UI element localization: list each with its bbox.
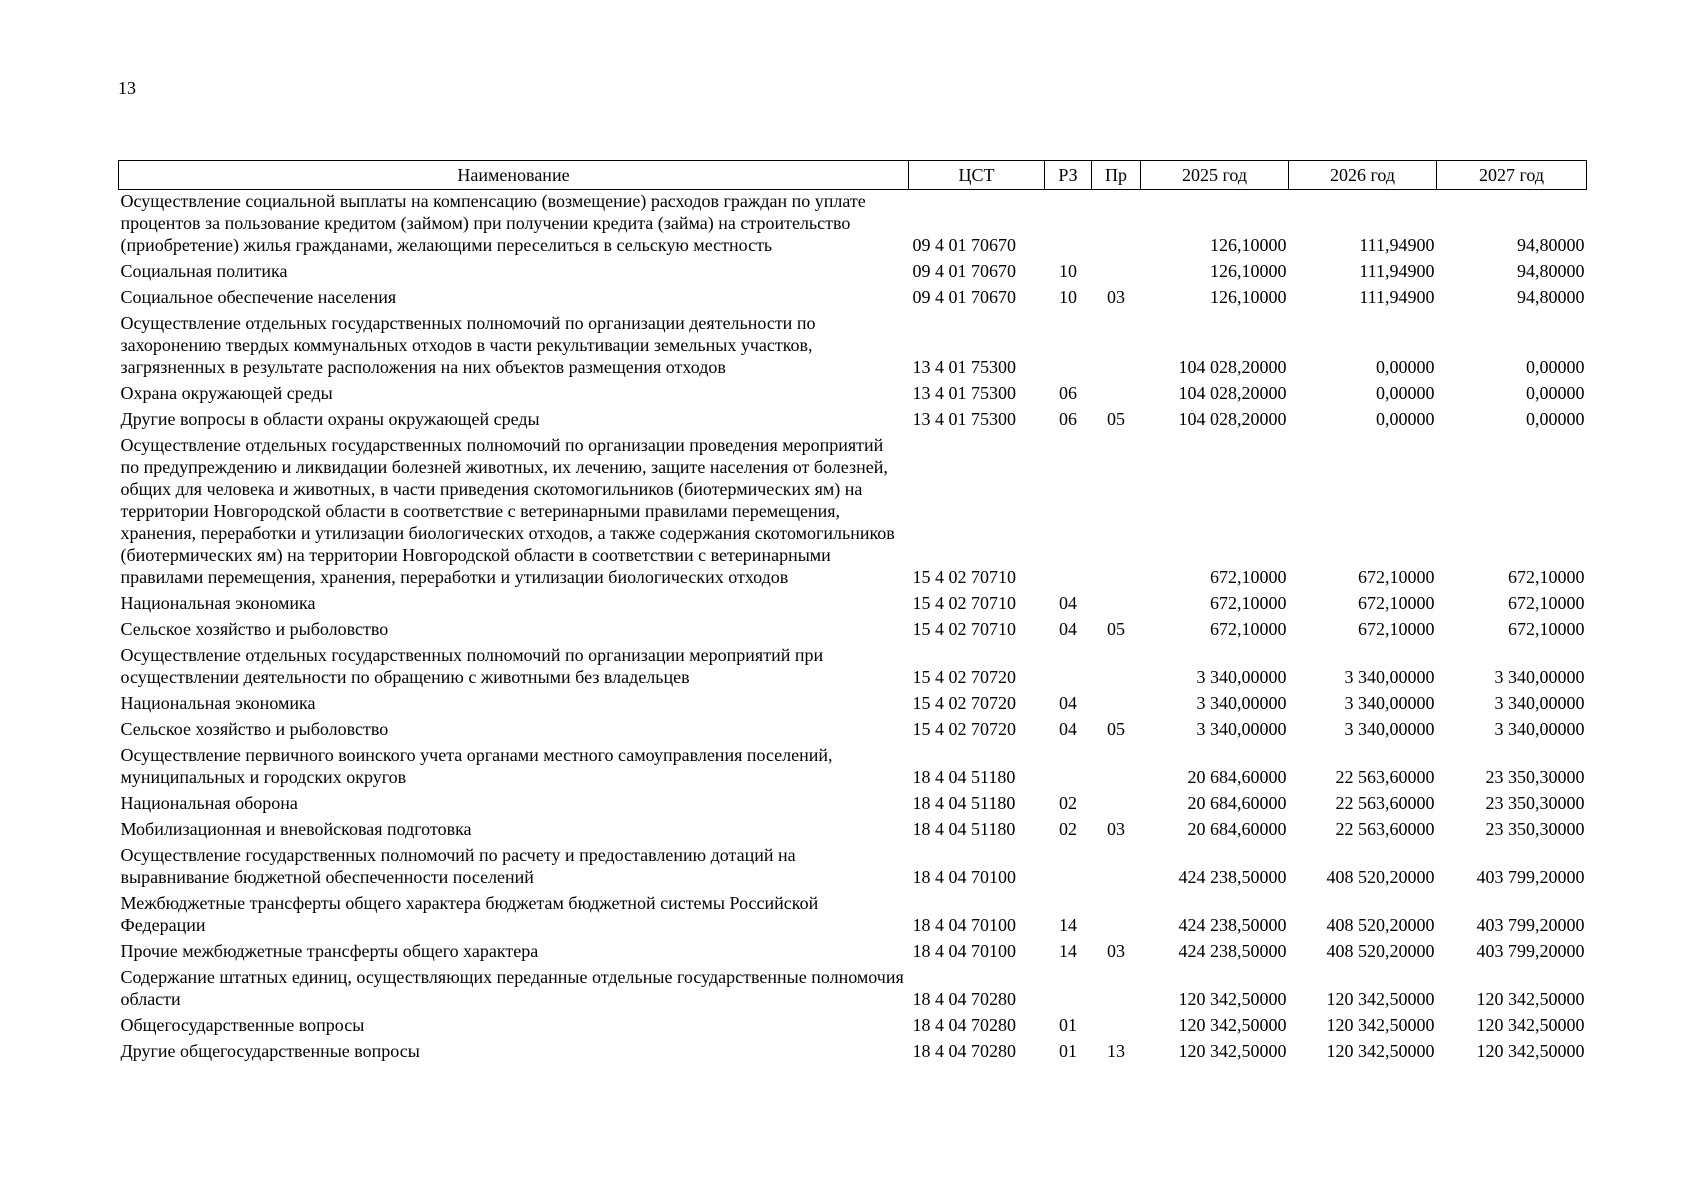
row-value-2026: 120 342,50000 — [1326, 989, 1435, 1009]
table-row — [119, 818, 1587, 844]
row-cst: 18 4 04 51180 — [912, 819, 1016, 839]
row-pr: 13 — [1107, 1041, 1125, 1061]
row-rz: 14 — [1059, 915, 1077, 935]
row-value-2025: 20 684,60000 — [1187, 819, 1287, 839]
table-row — [119, 644, 1587, 692]
table-header — [119, 161, 1587, 190]
header-2025: 2025 год — [1141, 161, 1289, 190]
page-number: 13 — [118, 78, 136, 98]
row-pr: 05 — [1107, 409, 1125, 429]
row-rz — [1045, 966, 1092, 1014]
row-value-2025: 120 342,50000 — [1178, 989, 1287, 1009]
row-value-2027: 120 342,50000 — [1476, 989, 1585, 1009]
budget-table — [118, 160, 1587, 1066]
row-pr: 03 — [1107, 287, 1125, 307]
row-rz: 04 — [1059, 593, 1077, 613]
row-value-2025: 672,10000 — [1210, 593, 1287, 613]
row-value-2027: 403 799,20000 — [1476, 867, 1585, 887]
row-name: Национальная экономика — [120, 593, 316, 613]
row-cst: 18 4 04 51180 — [912, 767, 1016, 787]
table-row — [119, 408, 1587, 434]
row-value-2026: 672,10000 — [1358, 593, 1435, 613]
row-name: Межбюджетные трансферты общего характера бюджетам бюджетной системы Российской Федерации — [120, 893, 819, 935]
row-rz: 06 — [1059, 409, 1077, 429]
row-name: Осуществление социальной выплаты на компенсацию (возмещение) расходов граждан по уплате процентов за пользование кредитом (займом) при получении кредита (займа) на строительство (приобретение) жилья гражданами, желающими переселиться в сельскую местность — [120, 191, 866, 255]
row-pr — [1092, 744, 1141, 792]
row-cst: 09 4 01 70670 — [912, 235, 1016, 255]
table-row — [119, 692, 1587, 718]
row-value-2025: 3 340,00000 — [1196, 693, 1287, 713]
row-value-2026: 22 563,60000 — [1335, 767, 1435, 787]
row-value-2027: 0,00000 — [1526, 383, 1585, 403]
row-name: Социальное обеспечение населения — [120, 287, 397, 307]
table-row — [119, 382, 1587, 408]
row-value-2026: 111,94900 — [1359, 261, 1435, 281]
table-row — [119, 792, 1587, 818]
row-value-2025: 3 340,00000 — [1196, 719, 1287, 739]
row-value-2026: 408 520,20000 — [1326, 941, 1435, 961]
row-pr — [1092, 844, 1141, 892]
row-rz: 14 — [1059, 941, 1077, 961]
row-cst: 18 4 04 70100 — [912, 915, 1016, 935]
row-name: Осуществление отдельных государственных полномочий по организации мероприятий при осуществлении деятельности по обращению с животными без владельцев — [120, 645, 824, 687]
table-row — [119, 892, 1587, 940]
row-value-2027: 23 350,30000 — [1485, 767, 1585, 787]
row-value-2027: 403 799,20000 — [1476, 915, 1585, 935]
row-name: Осуществление отдельных государственных полномочий по организации деятельности по захоронению твердых коммунальных отходов в части рекультивации земельных участков, загрязненных в результате расположения на них объектов размещения отходов — [120, 313, 816, 377]
row-cst: 18 4 04 51180 — [912, 793, 1016, 813]
row-rz — [1045, 744, 1092, 792]
row-name: Сельское хозяйство и рыболовство — [120, 719, 389, 739]
row-value-2027: 94,80000 — [1517, 287, 1585, 307]
table-row — [119, 190, 1587, 261]
row-pr: 05 — [1107, 619, 1125, 639]
row-pr — [1092, 692, 1141, 718]
header-2027: 2027 год — [1437, 161, 1587, 190]
row-pr — [1092, 260, 1141, 286]
row-value-2027: 0,00000 — [1526, 409, 1585, 429]
row-cst: 15 4 02 70710 — [912, 593, 1016, 613]
row-name: Содержание штатных единиц, осуществляющих переданные отдельные государственные полномочия области — [120, 967, 904, 1009]
row-value-2025: 3 340,00000 — [1196, 667, 1287, 687]
row-name: Другие вопросы в области охраны окружающей среды — [120, 409, 540, 429]
row-cst: 09 4 01 70670 — [912, 287, 1016, 307]
row-value-2025: 104 028,20000 — [1178, 409, 1287, 429]
row-pr — [1092, 792, 1141, 818]
row-value-2025: 424 238,50000 — [1178, 941, 1287, 961]
row-value-2025: 104 028,20000 — [1178, 357, 1287, 377]
row-pr — [1092, 190, 1141, 261]
row-pr — [1092, 966, 1141, 1014]
row-value-2026: 22 563,60000 — [1335, 793, 1435, 813]
row-name: Национальная экономика — [120, 693, 316, 713]
row-rz — [1045, 190, 1092, 261]
row-value-2026: 3 340,00000 — [1344, 667, 1435, 687]
row-cst: 15 4 02 70720 — [912, 667, 1016, 687]
row-pr — [1092, 1014, 1141, 1040]
row-name: Другие общегосударственные вопросы — [120, 1041, 420, 1061]
row-cst: 15 4 02 70710 — [912, 567, 1016, 587]
row-pr: 03 — [1107, 941, 1125, 961]
row-value-2025: 20 684,60000 — [1187, 793, 1287, 813]
row-pr — [1092, 312, 1141, 382]
table-row — [119, 744, 1587, 792]
row-value-2025: 672,10000 — [1210, 567, 1287, 587]
row-name: Социальная политика — [120, 261, 288, 281]
row-value-2027: 3 340,00000 — [1494, 693, 1585, 713]
row-value-2026: 0,00000 — [1376, 383, 1435, 403]
table-row — [119, 286, 1587, 312]
table-row — [119, 940, 1587, 966]
row-value-2026: 120 342,50000 — [1326, 1041, 1435, 1061]
row-value-2026: 672,10000 — [1358, 567, 1435, 587]
row-cst: 18 4 04 70100 — [912, 867, 1016, 887]
row-rz: 02 — [1059, 819, 1077, 839]
row-value-2025: 120 342,50000 — [1178, 1041, 1287, 1061]
table-row — [119, 1014, 1587, 1040]
table-row — [119, 718, 1587, 744]
row-cst: 15 4 02 70720 — [912, 719, 1016, 739]
row-rz: 04 — [1059, 693, 1077, 713]
row-value-2027: 94,80000 — [1517, 235, 1585, 255]
table-row — [119, 592, 1587, 618]
row-pr — [1092, 382, 1141, 408]
row-value-2026: 0,00000 — [1376, 357, 1435, 377]
row-value-2025: 126,10000 — [1210, 235, 1287, 255]
row-value-2026: 3 340,00000 — [1344, 693, 1435, 713]
row-cst: 15 4 02 70720 — [912, 693, 1016, 713]
row-pr — [1092, 892, 1141, 940]
header-cst: ЦСТ — [909, 161, 1045, 190]
table-row — [119, 966, 1587, 1014]
row-pr: 05 — [1107, 719, 1125, 739]
header-pr: Пр — [1092, 161, 1141, 190]
row-value-2026: 3 340,00000 — [1344, 719, 1435, 739]
row-value-2026: 111,94900 — [1359, 287, 1435, 307]
header-2026: 2026 год — [1289, 161, 1437, 190]
row-cst: 18 4 04 70280 — [912, 989, 1016, 1009]
table-row — [119, 312, 1587, 382]
row-value-2025: 424 238,50000 — [1178, 867, 1287, 887]
row-rz — [1045, 644, 1092, 692]
row-value-2027: 0,00000 — [1526, 357, 1585, 377]
row-value-2027: 120 342,50000 — [1476, 1015, 1585, 1035]
row-cst: 18 4 04 70280 — [912, 1015, 1016, 1035]
row-value-2026: 111,94900 — [1359, 235, 1435, 255]
row-name: Осуществление первичного воинского учета органами местного самоуправления поселений, муниципальных и городских округов — [120, 745, 833, 787]
row-value-2027: 120 342,50000 — [1476, 1041, 1585, 1061]
row-value-2026: 408 520,20000 — [1326, 867, 1435, 887]
row-pr — [1092, 592, 1141, 618]
row-value-2026: 408 520,20000 — [1326, 915, 1435, 935]
row-cst: 09 4 01 70670 — [912, 261, 1016, 281]
row-rz: 06 — [1059, 383, 1077, 403]
row-cst: 15 4 02 70710 — [912, 619, 1016, 639]
header-name: Наименование — [119, 161, 909, 190]
row-value-2025: 126,10000 — [1210, 261, 1287, 281]
row-value-2026: 672,10000 — [1358, 619, 1435, 639]
row-value-2027: 403 799,20000 — [1476, 941, 1585, 961]
row-pr — [1092, 644, 1141, 692]
row-name: Национальная оборона — [120, 793, 298, 813]
row-rz: 02 — [1059, 793, 1077, 813]
table-row — [119, 260, 1587, 286]
row-cst: 18 4 04 70280 — [912, 1041, 1016, 1061]
row-rz: 01 — [1059, 1041, 1077, 1061]
row-name: Мобилизационная и вневойсковая подготовка — [120, 819, 472, 839]
row-value-2027: 672,10000 — [1508, 619, 1585, 639]
table-row — [119, 1040, 1587, 1066]
row-value-2025: 104 028,20000 — [1178, 383, 1287, 403]
row-rz — [1045, 312, 1092, 382]
row-value-2027: 23 350,30000 — [1485, 793, 1585, 813]
row-value-2027: 672,10000 — [1508, 593, 1585, 613]
row-value-2027: 3 340,00000 — [1494, 667, 1585, 687]
row-value-2027: 3 340,00000 — [1494, 719, 1585, 739]
row-name: Прочие межбюджетные трансферты общего характера — [120, 941, 539, 961]
row-pr — [1092, 434, 1141, 592]
row-cst: 18 4 04 70100 — [912, 941, 1016, 961]
row-rz: 10 — [1059, 287, 1077, 307]
row-rz — [1045, 844, 1092, 892]
row-name: Общегосударственные вопросы — [120, 1015, 365, 1035]
row-value-2027: 23 350,30000 — [1485, 819, 1585, 839]
row-value-2027: 94,80000 — [1517, 261, 1585, 281]
row-name: Осуществление отдельных государственных полномочий по организации проведения мероприятий по предупреждению и ликвидации болезней животных, их лечению, защите населения от болезней, общих для человека и животных, в части приведения скотомогильников (биотермических ям) на территории Новгородской области в соответствие с ветеринарными правилами перемещения, хранения, переработки и утилизации биологических отходов, а также содержания скотомогильников (биотермических ям) на территории Новгородской области в соответствии с ветеринарными правилами перемещения, хранения, переработки и утилизации биологических отходов — [120, 435, 895, 587]
row-name: Сельское хозяйство и рыболовство — [120, 619, 389, 639]
row-value-2025: 424 238,50000 — [1178, 915, 1287, 935]
row-rz: 04 — [1059, 619, 1077, 639]
row-cst: 13 4 01 75300 — [912, 409, 1016, 429]
table-row — [119, 844, 1587, 892]
header-rz: РЗ — [1045, 161, 1092, 190]
row-value-2025: 120 342,50000 — [1178, 1015, 1287, 1035]
row-name: Охрана окружающей среды — [120, 383, 333, 403]
row-name: Осуществление государственных полномочий по расчету и предоставлению дотаций на выравнивание бюджетной обеспеченности поселений — [120, 845, 796, 887]
row-cst: 13 4 01 75300 — [912, 357, 1016, 377]
row-value-2026: 22 563,60000 — [1335, 819, 1435, 839]
row-rz: 10 — [1059, 261, 1077, 281]
row-value-2025: 20 684,60000 — [1187, 767, 1287, 787]
table-body — [119, 190, 1587, 1067]
row-value-2026: 0,00000 — [1376, 409, 1435, 429]
row-value-2025: 126,10000 — [1210, 287, 1287, 307]
row-value-2027: 672,10000 — [1508, 567, 1585, 587]
row-rz — [1045, 434, 1092, 592]
row-value-2025: 672,10000 — [1210, 619, 1287, 639]
row-cst: 13 4 01 75300 — [912, 383, 1016, 403]
row-pr: 03 — [1107, 819, 1125, 839]
row-rz: 01 — [1059, 1015, 1077, 1035]
table-row — [119, 434, 1587, 592]
table-row — [119, 618, 1587, 644]
row-value-2026: 120 342,50000 — [1326, 1015, 1435, 1035]
row-rz: 04 — [1059, 719, 1077, 739]
